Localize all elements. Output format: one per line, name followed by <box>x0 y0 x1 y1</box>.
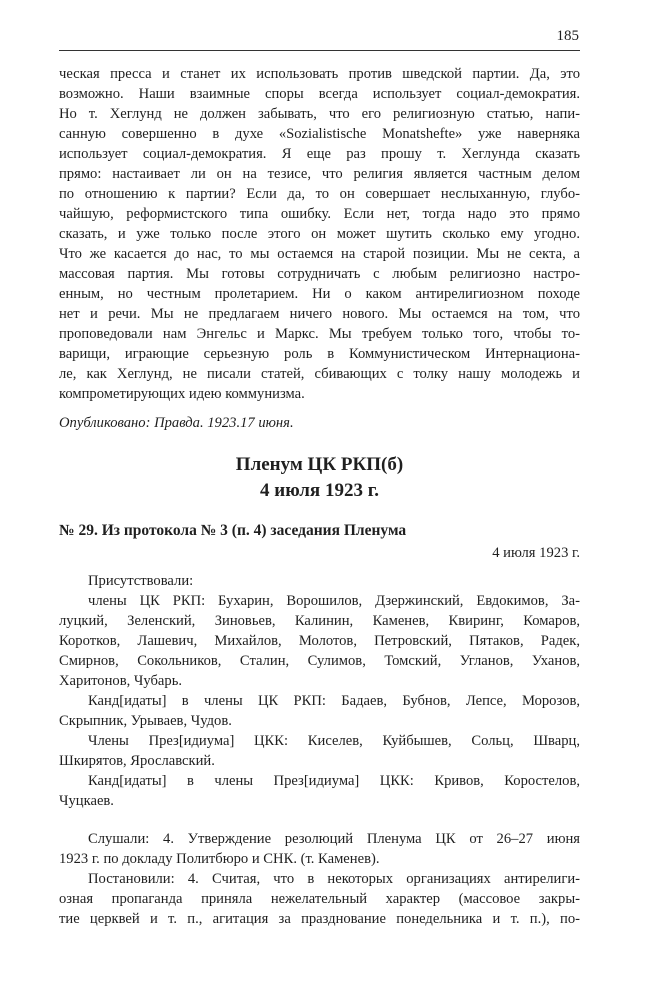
members-line: Коротков, Лашевич, Михайлов, Молотов, Петровский, Пятаков, Радек, <box>59 633 580 649</box>
presidium-line: Шкирятов, Ярославский. <box>59 753 215 769</box>
body-line: ческая пресса и станет их использовать против шведской партии. Да, это <box>59 66 580 82</box>
header-rule <box>59 50 580 51</box>
body-line: возможно. Наши взаимные споры всегда использует социал-демократия. <box>59 86 580 102</box>
body-line: использует социал-демократия. Я еще раз прошу т. Хеглунда сказать <box>59 146 580 162</box>
members-line: Смирнов, Сокольников, Сталин, Сулимов, Томский, Угланов, Уханов, <box>59 653 580 669</box>
page-number: 185 <box>556 28 579 44</box>
section-title: Пленум ЦК РКП(б) <box>235 454 404 475</box>
body-line: Но т. Хеглунд не должен забывать, что его религиозную статью, напи- <box>59 106 580 122</box>
body-line: сказать, и уже только после этого он может шутить сколько ему угодно. <box>59 226 580 242</box>
body-line: нет и речи. Мы не предлагаем ничего нового. Мы остаемся на том, что <box>59 306 580 322</box>
resolved-line: тие церквей и т. п., агитация за празднование понедельника и т. п.), по- <box>59 911 580 927</box>
heard-line: Слушали: 4. Утверждение резолюций Пленума ЦК от 26–27 июня <box>88 831 580 847</box>
members-line: члены ЦК РКП: Бухарин, Ворошилов, Дзержинский, Евдокимов, За- <box>88 593 580 609</box>
body-line: енным, но честным пролетарием. Ни о каком антирелигиозном походе <box>59 286 580 302</box>
body-line: проповедовали нам Энгельс и Маркс. Мы требуем только того, чтобы то- <box>59 326 580 342</box>
candidates-line: Канд[идаты] в члены ЦК РКП: Бадаев, Бубнов, Лепсе, Морозов, <box>88 693 580 709</box>
body-line: компрометирующих идею коммунизма. <box>59 386 305 402</box>
members-line: луцкий, Зеленский, Зиновьев, Калинин, Каменев, Квиринг, Комаров, <box>59 613 580 629</box>
body-line: варищи, играющие серьезную роль в Коммунистическом Интернациона- <box>59 346 580 362</box>
body-line: по отношению к партии? Если да, то он совершает неслыханную, глубо- <box>59 186 580 202</box>
body-line: массовая партия. Мы готовы сотрудничать с любым религиозно настро- <box>59 266 580 282</box>
body-line: прямо: настаивает ли он на тезисе, что религия является частным делом <box>59 166 580 182</box>
attendance-label: Присутствовали: <box>88 573 194 589</box>
body-line: санную совершенно в духе «Sozialistische Monatshefte» уже наверняка <box>59 126 580 142</box>
section-title-date: 4 июля 1923 г. <box>260 480 379 501</box>
presidium-candidates-line: Канд[идаты] в члены През[идиума] ЦКК: Кривов, Коростелов, <box>88 773 580 789</box>
resolved-line: озная пропаганда приняла нежелательный характер (массовое закры- <box>59 891 580 907</box>
presidium-line: Члены През[идиума] ЦКК: Киселев, Куйбышев, Сольц, Шварц, <box>88 733 580 749</box>
body-line: чайшую, реформистского типа ошибку. Если нет, тогда надо это прямо <box>59 206 580 222</box>
members-line: Харитонов, Чубарь. <box>59 673 182 689</box>
body-line: ле, как Хеглунд, не писали статей, сбивающих с толку нашу молодежь и <box>59 366 580 382</box>
body-line: Что же касается до нас, то мы остаемся на старой позиции. Мы не секта, а <box>59 246 580 262</box>
source-note: Опубликовано: Правда. 1923.17 июня. <box>59 415 294 431</box>
candidates-line: Скрыпник, Урываев, Чудов. <box>59 713 232 729</box>
presidium-candidates-line: Чуцкаев. <box>59 793 114 809</box>
resolved-line: Постановили: 4. Считая, что в некоторых организациях антирелиги- <box>88 871 580 887</box>
document-date: 4 июля 1923 г. <box>492 545 580 561</box>
document-heading: № 29. Из протокола № 3 (п. 4) заседания Пленума <box>59 522 407 539</box>
heard-line: 1923 г. по докладу Политбюро и СНК. (т. Каменев). <box>59 851 380 867</box>
